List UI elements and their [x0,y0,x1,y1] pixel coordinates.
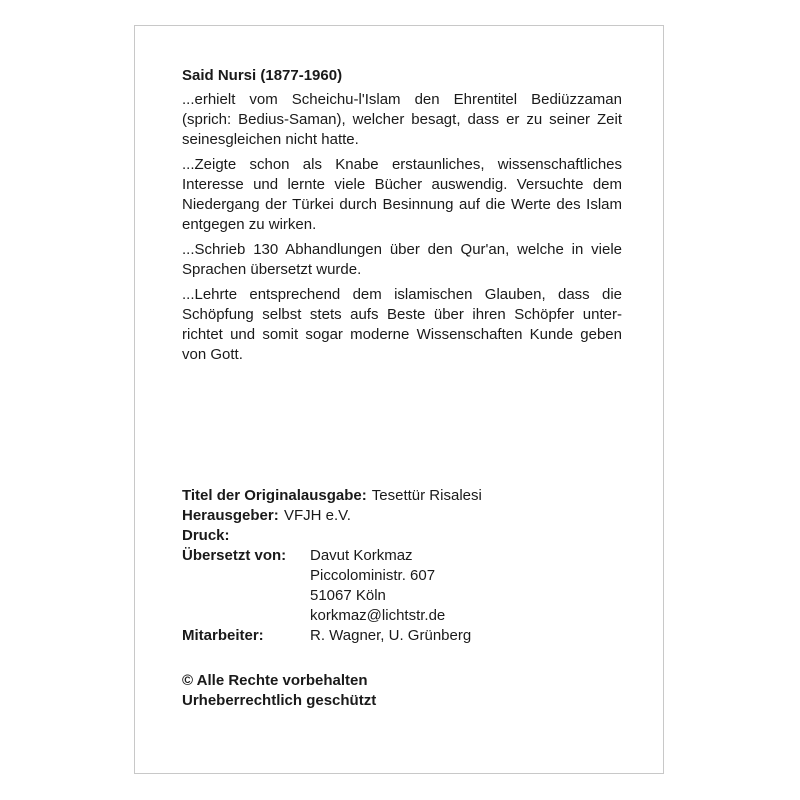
translator-label: Übersetzt von: [182,547,287,564]
book-page [134,25,664,774]
original-title-label: Titel der Originalausgabe: [182,487,367,504]
translator-city: 51067 Köln [310,587,386,604]
imprint-row-translator [182,546,622,626]
translator-street: Piccoloministr. 607 [310,567,436,584]
contributors-label: Mitarbeiter: [182,627,264,644]
imprint-section [182,486,622,646]
biography-section [182,66,622,370]
translator-email: korkmaz@lichtstr.de [310,607,446,624]
publisher-label: Herausgeber: [182,507,279,524]
contributors-value: R. Wagner, U. Grünberg [310,627,472,644]
biography-paragraph: ...Schrieb 130 Abhandlungen über den Qur'an, welche in viele Sprachen übersetzt wurde. [182,241,622,278]
print-label: Druck: [182,527,230,544]
copyright-protected-line: Urheberrechtlich geschützt [182,692,377,709]
original-title-value: Tesettür Risalesi [371,487,482,504]
imprint-row-original-title [182,486,622,506]
imprint-row-publisher [182,506,622,526]
translator-address [310,546,445,626]
translator-name: Davut Korkmaz [310,547,413,564]
biography-title: Said Nursi (1877-1960) [182,67,343,84]
publisher-value: VFJH e.V. [284,507,351,524]
rights-reserved-line: © Alle Rechte vorbehalten [182,672,368,689]
copyright-notice [182,671,376,711]
imprint-row-print [182,526,622,546]
biography-paragraph: ...erhielt vom Scheichu-l'Islam den Ehrentitel Bediüzzaman (sprich: Bedius-Saman), welcher besagt, dass er zu seiner Zeit seinesgleichen nicht hatte. [182,91,622,148]
biography-paragraph: ...Lehrte entsprechend dem islamischen Glauben, dass die Schöpfung selbst stets aufs Beste über ihren Schöpfer unterrichtet und somit sogar moderne Wissenschaften Kunde geben von Gott. [182,286,622,363]
imprint-row-contributors [182,626,622,646]
biography-paragraph: ...Zeigte schon als Knabe erstaunliches, wissenschaftliches Interesse und lernte viele Bücher auswendig. Versuchte dem Niedergang der Türkei durch Besinnung auf die Werte des Islam entgegen zu wirken. [182,156,622,233]
